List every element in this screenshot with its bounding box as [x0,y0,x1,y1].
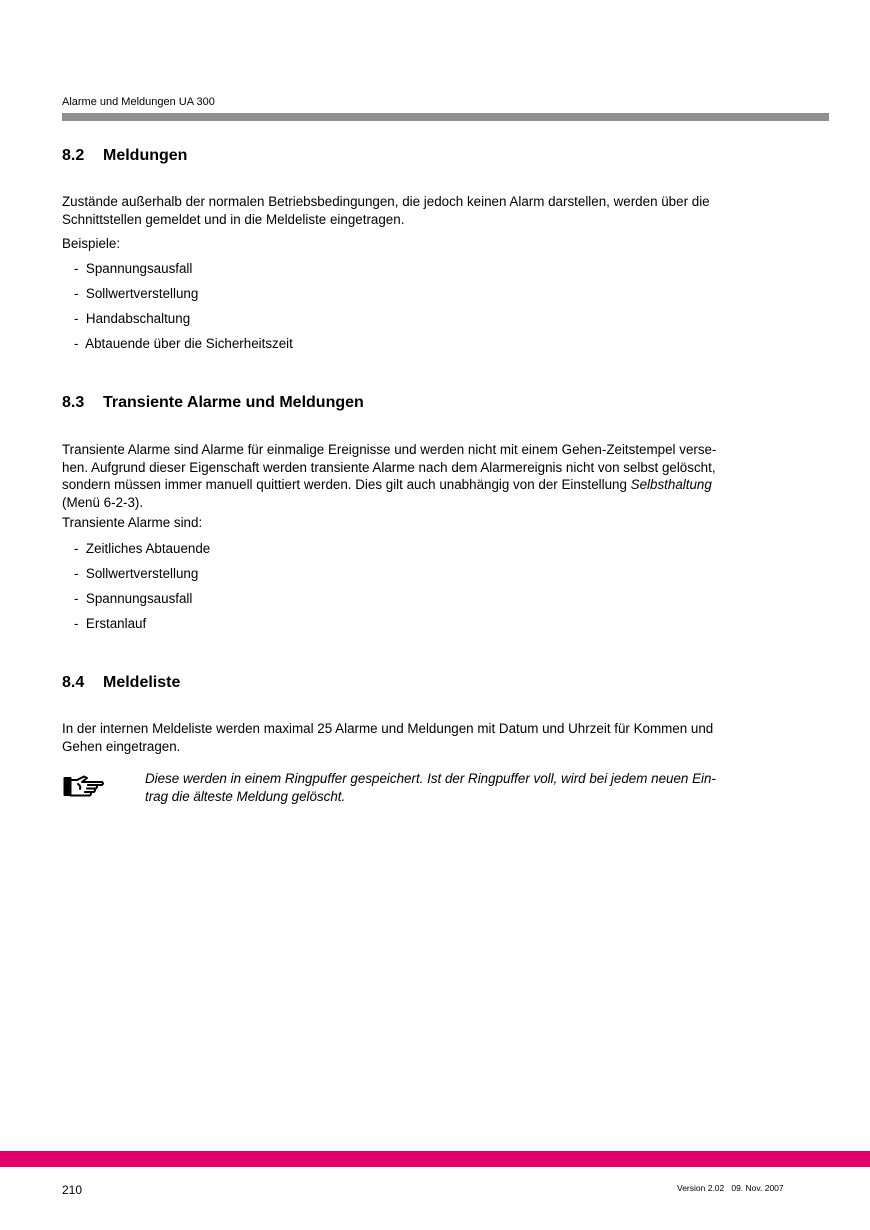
list-marker: - [74,336,79,351]
section-8-2-paragraph [62,193,782,228]
list-item [74,285,293,310]
list-item [74,310,293,335]
section-number: 8.2 [62,147,85,164]
list-item-text: Sollwertverstellung [85,566,199,581]
list-item-text: Spannungsausfall [85,591,193,606]
running-header: Alarme und Meldungen UA 300 [62,96,215,108]
transient-alarms-list [74,540,210,640]
note-line: Diese werden in einem Ringpuffer gespeichert. Ist der Ringpuffer voll, wird bei jedem neuen Ein- [145,771,716,786]
paragraph-text: sondern müssen immer manuell quittiert werden. Dies gilt auch unabhängig von der Einstellung [62,477,631,492]
note-text [145,770,785,805]
list-item-text: Erstanlauf [85,616,147,631]
paragraph-line [62,476,782,494]
paragraph-line: (Menü 6-2-3). [62,494,144,510]
list-marker: - [74,261,79,276]
list-intro [62,514,782,532]
examples-list [74,260,293,360]
paragraph-line: hen. Aufgrund dieser Eigenschaft werden transiente Alarme nach dem Alarmereignis nicht von selbst gelöscht, [62,459,716,475]
list-item [74,540,210,565]
list-item [74,615,210,640]
list-intro-text: Beispiele: [62,236,121,251]
paragraph-line: In der internen Meldeliste werden maximal 25 Alarme und Meldungen mit Datum und Uhrzeit für Kommen und [62,721,714,736]
list-item [74,335,293,360]
list-marker: - [74,541,79,556]
footer-bar [0,1151,870,1167]
list-marker: - [74,566,79,581]
version-info: Version 2.02 09. Nov. 2007 [677,1183,784,1193]
note-line: trag die älteste Meldung gelöscht. [145,788,346,804]
paragraph-line: Transiente Alarme sind Alarme für einmalige Ereignisse und werden nicht mit einem Gehen-Zeitstempel verse- [62,442,717,457]
section-8-3-paragraph [62,441,782,511]
section-heading-8-4 [62,674,180,692]
list-item [74,565,210,590]
list-item-text: Handabschaltung [85,311,191,326]
section-number: 8.3 [62,394,85,411]
list-marker: - [74,616,79,631]
paragraph-line: Zustände außerhalb der normalen Betriebsbedingungen, die jedoch keinen Alarm darstellen, werden über die [62,194,710,209]
list-marker: - [74,286,79,301]
section-heading-8-3 [62,394,364,412]
section-title: Meldungen [103,147,188,164]
paragraph-line: Gehen eingetragen. [62,738,181,754]
list-item [74,260,293,285]
header-rule [62,113,829,121]
section-number: 8.4 [62,674,85,691]
section-title: Transiente Alarme und Meldungen [103,394,364,411]
list-marker: - [74,591,79,606]
pointing-hand-icon [63,775,105,797]
section-8-4-paragraph [62,720,782,755]
list-marker: - [74,311,79,326]
section-title: Meldeliste [103,674,181,691]
paragraph-line: Schnittstellen gemeldet und in die Meldeliste eingetragen. [62,211,405,227]
list-item-text: Zeitliches Abtauende [85,541,211,556]
page-number: 210 [62,1183,83,1197]
list-intro [62,235,782,253]
list-intro-text: Transiente Alarme sind: [62,515,203,530]
list-item-text: Sollwertverstellung [85,286,199,301]
list-item-text: Abtauende über die Sicherheitszeit [85,336,293,351]
list-item-text: Spannungsausfall [85,261,193,276]
section-heading-8-2 [62,147,187,165]
list-item [74,590,210,615]
emphasis-term: Selbsthaltung [630,477,712,492]
